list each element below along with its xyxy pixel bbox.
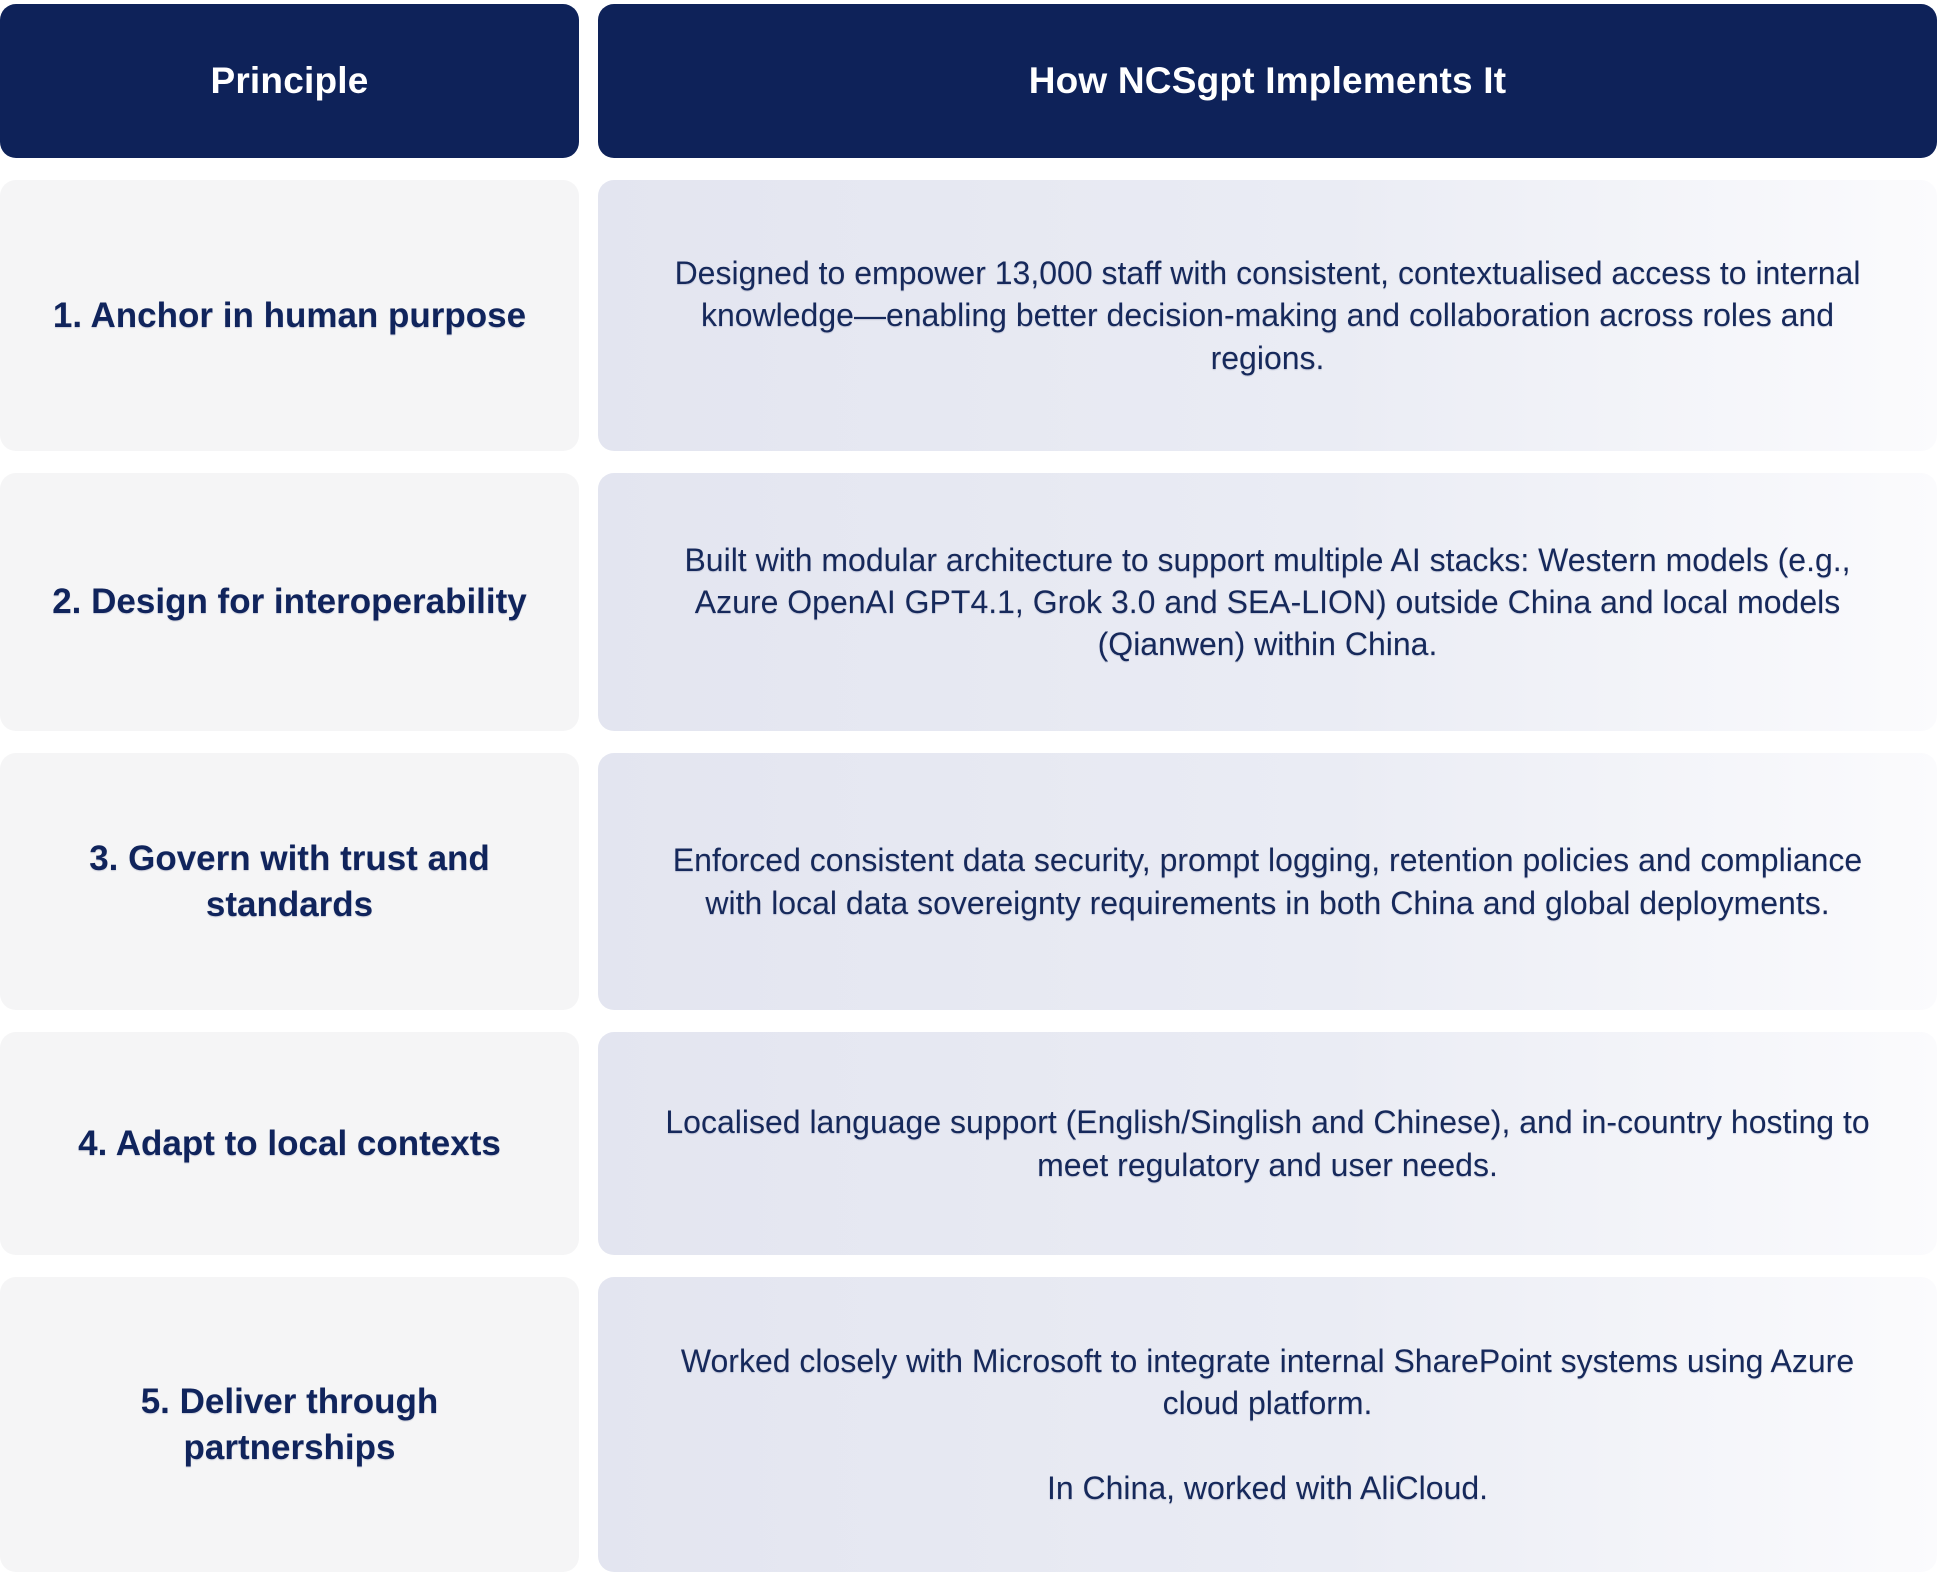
row-1-implementation-text: Designed to empower 13,000 staff with consistent, contextualised access to internal knowledge—enabling better decision-making and collaboration across roles and regions. (674, 255, 1861, 376)
row-1-implementation-cell (598, 180, 1937, 451)
row-5-implementation-text-2: In China, worked with AliCloud. (1046, 1469, 1489, 1506)
row-2-implementation-text: Built with modular architecture to support multiple AI stacks: Western models (e.g., Azure OpenAI GPT4.1, Grok 3.0 and SEA-LION) outside China and local models (Qianwen) within China. (684, 541, 1851, 663)
row-2-principle-label: 2. Design for interoperability (52, 582, 527, 622)
header-cell-implementation (598, 4, 1937, 158)
row-5-principle-cell (0, 1277, 579, 1572)
row-5-implementation-cell (598, 1277, 1937, 1572)
row-3-implementation-text: Enforced consistent data security, prompt logging, retention policies and compliance with local data sovereignty requirements in both China and global deployments. (672, 842, 1863, 921)
row-1-principle-cell (0, 180, 579, 451)
row-2-principle-cell (0, 473, 579, 731)
row-3-principle-label: 3. Govern with trust and standards (89, 839, 490, 924)
row-3-principle-cell (0, 753, 579, 1010)
row-2-implementation-cell (598, 473, 1937, 731)
header-principle-label: Principle (210, 60, 369, 101)
row-4-principle-label: 4. Adapt to local contexts (78, 1123, 501, 1163)
header-cell-principle (0, 4, 579, 158)
row-1-principle-label: 1. Anchor in human purpose (52, 295, 527, 335)
row-5-principle-label: 5. Deliver through partnerships (140, 1382, 439, 1467)
row-3-implementation-cell (598, 753, 1937, 1010)
row-4-principle-cell (0, 1032, 579, 1255)
header-implementation-label: How NCSgpt Implements It (1028, 60, 1507, 101)
row-4-implementation-cell (598, 1032, 1937, 1255)
row-5-implementation-text-1: Worked closely with Microsoft to integrate internal SharePoint systems using Azure cloud platform. (680, 1343, 1855, 1422)
row-4-implementation-text: Localised language support (English/Singlish and Chinese), and in-country hosting to meet regulatory and user needs. (665, 1104, 1870, 1183)
